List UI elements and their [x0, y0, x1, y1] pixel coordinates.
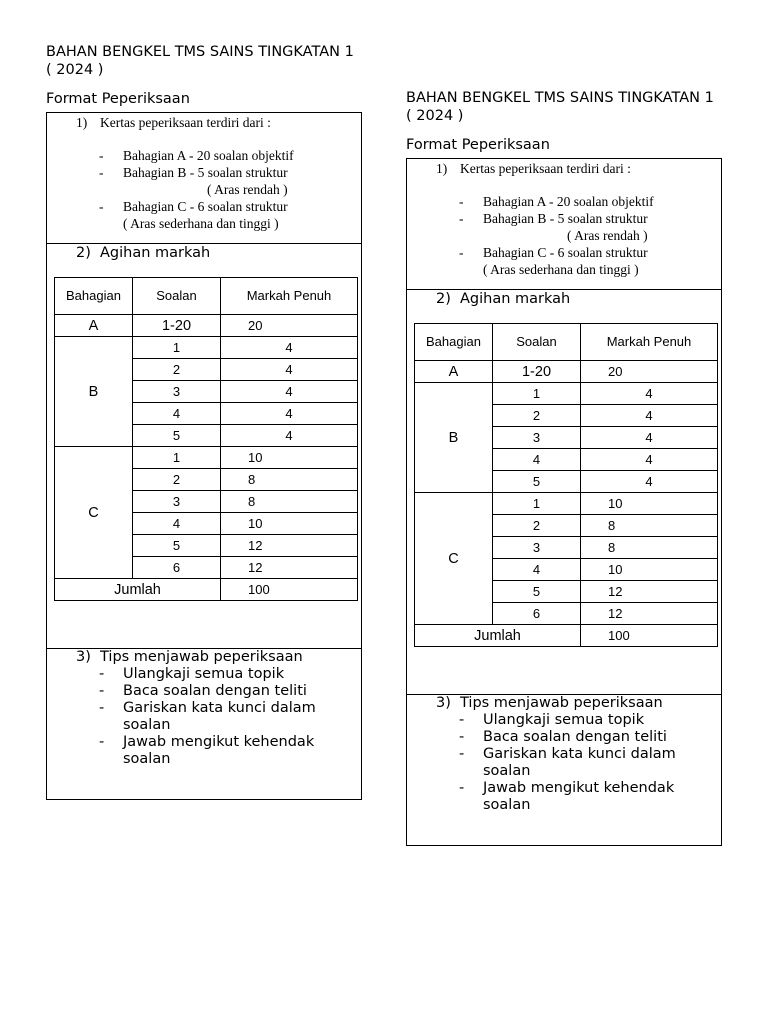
table-cell: 12 — [221, 557, 358, 579]
table-cell: 1-20 — [493, 361, 581, 383]
list-item: - Gariskan kata kunci dalam soalan — [459, 746, 695, 780]
table-cell: 4 — [133, 403, 221, 425]
bahagian-a-label: A — [415, 361, 493, 383]
table-cell: 5 — [493, 471, 581, 493]
table-cell: 2 — [493, 515, 581, 537]
section3-heading — [436, 695, 663, 712]
table-cell: 6 — [133, 557, 221, 579]
bahagian-c-label: C — [415, 493, 493, 625]
table-cell: 5 — [133, 535, 221, 557]
section3-heading — [76, 649, 303, 666]
table-cell: 5 — [133, 425, 221, 447]
table-cell: 6 — [493, 603, 581, 625]
table-header-row — [415, 324, 718, 361]
list-item: - Bahagian B - 5 soalan struktur — [459, 210, 654, 227]
section1-list — [459, 193, 654, 278]
jumlah-value: 100 — [581, 625, 718, 647]
section-exam-tips — [407, 695, 721, 845]
section3-number: 3) — [76, 649, 91, 665]
page-copy-left — [46, 43, 362, 800]
section-c-note: ( Aras sederhana dan tinggi ) — [483, 262, 639, 277]
table-cell: 8 — [221, 469, 358, 491]
section-mark-distribution — [407, 290, 721, 695]
table-cell: 4 — [493, 449, 581, 471]
table-cell: 1 — [493, 493, 581, 515]
table-row — [55, 315, 358, 337]
table-cell: 8 — [581, 537, 718, 559]
section1-number: 1) — [436, 161, 448, 176]
header-markah-penuh: Markah Penuh — [581, 324, 718, 361]
header-soalan: Soalan — [493, 324, 581, 361]
format-label: Format Peperiksaan — [406, 137, 550, 153]
table-cell: 3 — [493, 537, 581, 559]
table-cell: 1 — [133, 337, 221, 359]
section-mark-distribution — [47, 244, 361, 649]
document-title: BAHAN BENGKEL TMS SAINS TINGKATAN 1 ( 2024 ) — [406, 90, 714, 124]
section1-heading-text: Kertas peperiksaan terdiri dari : — [100, 115, 271, 130]
table-cell: 10 — [221, 447, 358, 469]
table-cell: 4 — [221, 337, 358, 359]
table-cell: 4 — [221, 425, 358, 447]
section2-number: 2) — [436, 291, 451, 307]
jumlah-label: Jumlah — [55, 579, 221, 601]
bahagian-b-label: B — [55, 337, 133, 447]
section-b-note: ( Aras rendah ) — [207, 182, 288, 197]
section-c-note: ( Aras sederhana dan tinggi ) — [123, 216, 279, 231]
section2-heading — [76, 244, 210, 262]
table-total-row — [55, 579, 358, 601]
table-cell: 3 — [133, 491, 221, 513]
table-cell: 4 — [221, 403, 358, 425]
section1-heading — [76, 114, 271, 131]
table-cell: 12 — [581, 581, 718, 603]
table-cell: 8 — [581, 515, 718, 537]
list-item: - Baca soalan dengan teliti — [459, 729, 695, 746]
exam-format-box — [46, 112, 362, 800]
header-bahagian: Bahagian — [55, 278, 133, 315]
section1-number: 1) — [76, 115, 88, 130]
section3-list — [459, 712, 695, 814]
table-cell: 3 — [493, 427, 581, 449]
table-cell: 10 — [581, 559, 718, 581]
table-cell: 3 — [133, 381, 221, 403]
table-row — [55, 447, 358, 469]
table-cell: 4 — [581, 449, 718, 471]
jumlah-value: 100 — [221, 579, 358, 601]
table-cell: 4 — [581, 383, 718, 405]
section1-heading — [436, 160, 631, 177]
section-paper-structure — [407, 159, 721, 290]
table-cell: 12 — [221, 535, 358, 557]
table-cell: 2 — [133, 469, 221, 491]
table-total-row — [415, 625, 718, 647]
section2-heading — [436, 290, 570, 308]
section3-heading-text: Tips menjawab peperiksaan — [460, 695, 663, 711]
table-cell: 10 — [221, 513, 358, 535]
list-item: - Bahagian C - 6 soalan struktur — [99, 198, 294, 215]
section-b-note: ( Aras rendah ) — [567, 228, 648, 243]
table-cell: 5 — [493, 581, 581, 603]
table-cell: 1 — [493, 383, 581, 405]
table-cell: 4 — [581, 427, 718, 449]
section3-list — [99, 666, 335, 768]
section2-heading-text: Agihan markah — [460, 291, 571, 307]
table-cell: 2 — [133, 359, 221, 381]
header-soalan: Soalan — [133, 278, 221, 315]
table-cell: 10 — [581, 493, 718, 515]
table-cell: 1-20 — [133, 315, 221, 337]
table-cell: 4 — [221, 359, 358, 381]
document-title: BAHAN BENGKEL TMS SAINS TINGKATAN 1 ( 2024 ) — [46, 44, 354, 78]
section-paper-structure — [47, 113, 361, 244]
table-cell: 4 — [581, 405, 718, 427]
list-item: - Bahagian B - 5 soalan struktur — [99, 164, 294, 181]
list-item: - Jawab mengikut kehendak soalan — [99, 734, 335, 768]
table-cell: 4 — [133, 513, 221, 535]
table-cell: 2 — [493, 405, 581, 427]
table-row — [415, 361, 718, 383]
table-row — [55, 337, 358, 359]
bahagian-c-label: C — [55, 447, 133, 579]
table-cell: 4 — [493, 559, 581, 581]
table-row — [415, 493, 718, 515]
header-markah-penuh: Markah Penuh — [221, 278, 358, 315]
table-cell: 20 — [221, 315, 358, 337]
table-row — [415, 383, 718, 405]
list-item: - Gariskan kata kunci dalam soalan — [99, 700, 335, 734]
bahagian-a-label: A — [55, 315, 133, 337]
table-cell: 1 — [133, 447, 221, 469]
section-exam-tips — [47, 649, 361, 799]
page-copy-right — [406, 89, 722, 846]
section2-heading-text: Agihan markah — [100, 245, 211, 261]
list-item: - Bahagian A - 20 soalan objektif — [459, 193, 654, 210]
section3-heading-text: Tips menjawab peperiksaan — [100, 649, 303, 665]
table-cell: 8 — [221, 491, 358, 513]
jumlah-label: Jumlah — [415, 625, 581, 647]
header-bahagian: Bahagian — [415, 324, 493, 361]
section1-heading-text: Kertas peperiksaan terdiri dari : — [460, 161, 631, 176]
list-item: - Baca soalan dengan teliti — [99, 683, 335, 700]
list-item: - Bahagian C - 6 soalan struktur — [459, 244, 654, 261]
bahagian-b-label: B — [415, 383, 493, 493]
list-item: - Ulangkaji semua topik — [459, 712, 695, 729]
section3-number: 3) — [436, 695, 451, 711]
list-item: - Jawab mengikut kehendak soalan — [459, 780, 695, 814]
table-cell: 12 — [581, 603, 718, 625]
exam-format-box — [406, 158, 722, 846]
list-item: - Bahagian A - 20 soalan objektif — [99, 147, 294, 164]
marks-table — [54, 277, 358, 601]
table-cell: 4 — [221, 381, 358, 403]
format-label: Format Peperiksaan — [46, 91, 190, 107]
table-header-row — [55, 278, 358, 315]
list-item: - Ulangkaji semua topik — [99, 666, 335, 683]
table-cell: 4 — [581, 471, 718, 493]
marks-table — [414, 323, 718, 647]
section1-list — [99, 147, 294, 232]
section2-number: 2) — [76, 245, 91, 261]
table-cell: 20 — [581, 361, 718, 383]
